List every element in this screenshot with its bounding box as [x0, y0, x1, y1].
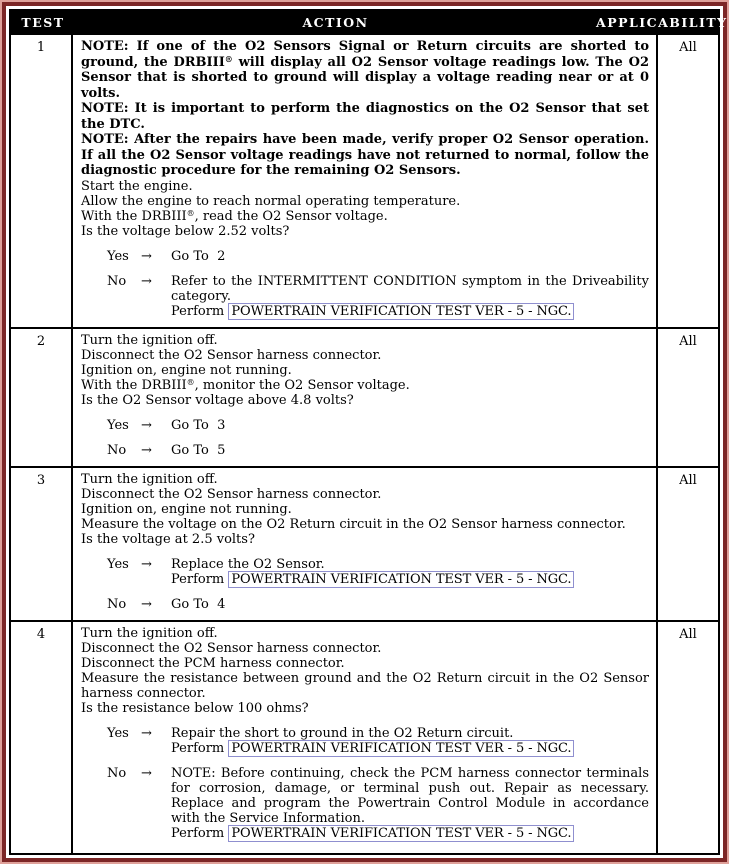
registered-trademark-symbol: ® [186, 377, 195, 387]
arrow-right-icon: → [141, 556, 152, 572]
test-number: 3 [36, 472, 46, 488]
answer-result [171, 249, 649, 264]
action-step: Measure the voltage on the O2 Return circuit in the O2 Sensor harness connector. [81, 516, 626, 532]
answer-result [171, 418, 649, 433]
header-applicability: APPLICABILITY [596, 14, 728, 30]
action-step: Is the resistance below 100 ohms? [81, 700, 309, 716]
table-row [11, 33, 718, 327]
answer-row [107, 418, 649, 433]
header-action: ACTION [302, 14, 369, 30]
result-line: Go To 5 [171, 442, 226, 458]
applicability-cell [656, 35, 718, 327]
answer-result [171, 766, 649, 841]
verification-test-link[interactable]: POWERTRAIN VERIFICATION TEST VER - 5 - NGC. [228, 571, 574, 588]
arrow-right-icon: → [141, 273, 152, 289]
answer-row [107, 726, 649, 756]
test-number-cell [11, 622, 73, 854]
answer-row [107, 766, 649, 841]
answer-result [171, 557, 649, 587]
header-test: TEST [21, 14, 65, 30]
action-step: Disconnect the O2 Sensor harness connector. [81, 640, 382, 656]
action-step: Disconnect the O2 Sensor harness connector. [81, 347, 382, 363]
result-line: Perform POWERTRAIN VERIFICATION TEST VER - 5 - NGC. [171, 741, 649, 756]
action-cell [73, 622, 656, 854]
action-step: Disconnect the PCM harness connector. [81, 655, 345, 671]
action-step: With the DRBIII®, read the O2 Sensor voltage. [81, 208, 388, 224]
test-number-cell [11, 468, 73, 620]
result-line: Perform POWERTRAIN VERIFICATION TEST VER - 5 - NGC. [171, 572, 649, 587]
test-number: 4 [36, 626, 46, 642]
table-header [11, 11, 728, 33]
table-row [11, 620, 718, 854]
answer-result [171, 443, 649, 458]
answer-result [171, 726, 649, 756]
arrow-right-icon: → [141, 442, 152, 458]
page [2, 2, 727, 862]
arrow-right-icon: → [141, 596, 152, 612]
applicability-value: All [679, 472, 697, 488]
result-line: Go To 3 [171, 417, 226, 433]
action-step: Ignition on, engine not running. [81, 501, 292, 517]
answer-label: No [107, 273, 127, 289]
answer-label: No [107, 765, 127, 781]
verification-test-link[interactable]: POWERTRAIN VERIFICATION TEST VER - 5 - NGC. [228, 303, 574, 320]
answer-row [107, 249, 649, 264]
registered-trademark-symbol: ® [186, 208, 195, 218]
applicability-value: All [679, 40, 697, 55]
applicability-value: All [679, 626, 697, 642]
result-line: Replace the O2 Sensor. [171, 556, 325, 572]
applicability-cell [656, 468, 718, 620]
action-step: Start the engine. [81, 178, 193, 194]
verification-test-link[interactable]: POWERTRAIN VERIFICATION TEST VER - 5 - NGC. [228, 740, 574, 757]
answer-result [171, 274, 649, 319]
applicability-cell [656, 329, 718, 466]
applicability-value: All [679, 333, 697, 349]
answer-result [171, 597, 649, 612]
action-step: NOTE: If one of the O2 Sensors Signal or Return circuits are shorted to ground, the DRBIII® will display all O2 Sensor voltage readings low. The O2 Sensor that is shorted to ground will display a voltage reading near or at 0 volts. [81, 39, 649, 101]
action-step: Ignition on, engine not running. [81, 362, 292, 378]
registered-trademark-symbol: ® [224, 53, 233, 64]
table-row [11, 327, 718, 466]
answer-label: No [107, 596, 127, 612]
result-line: NOTE: Before continuing, check the PCM harness connector terminals for corrosion, damage, or terminal push out. Repair as necessary. Replace and program the Powertrain Control Module in accordance with the Service Information. [171, 765, 649, 826]
diagnostic-table [9, 9, 728, 855]
answer-label: Yes [107, 248, 129, 264]
arrow-right-icon: → [141, 725, 152, 741]
action-step: Is the voltage at 2.5 volts? [81, 531, 255, 547]
action-step: NOTE: It is important to perform the diagnostics on the O2 Sensor that set the DTC. [81, 101, 649, 132]
applicability-cell [656, 622, 718, 854]
arrow-right-icon: → [141, 417, 152, 433]
action-step: Turn the ignition off. [81, 332, 218, 348]
result-line: Go To 4 [171, 596, 226, 612]
answer-label: Yes [107, 417, 129, 433]
answer-label: Yes [107, 725, 129, 741]
test-number-cell [11, 329, 73, 466]
result-line: Perform POWERTRAIN VERIFICATION TEST VER - 5 - NGC. [171, 826, 649, 841]
answer-row [107, 274, 649, 319]
action-cell [73, 35, 656, 327]
result-line: Perform POWERTRAIN VERIFICATION TEST VER - 5 - NGC. [171, 304, 649, 319]
result-line: Repair the short to ground in the O2 Return circuit. [171, 725, 514, 741]
action-cell [73, 329, 656, 466]
result-line: Refer to the INTERMITTENT CONDITION symptom in the Driveability category. [171, 273, 649, 304]
table-rows [11, 33, 718, 853]
action-step: Turn the ignition off. [81, 625, 218, 641]
test-number: 2 [36, 333, 46, 349]
action-step: Is the voltage below 2.52 volts? [81, 223, 290, 239]
answer-row [107, 597, 649, 612]
arrow-right-icon: → [141, 248, 152, 264]
answer-row [107, 557, 649, 587]
test-number-cell [11, 35, 73, 327]
action-step: Turn the ignition off. [81, 471, 218, 487]
verification-test-link[interactable]: POWERTRAIN VERIFICATION TEST VER - 5 - NGC. [228, 825, 574, 842]
answer-label: Yes [107, 556, 129, 572]
action-cell [73, 468, 656, 620]
action-step: Measure the resistance between ground and the O2 Return circuit in the O2 Sensor harness connector. [81, 670, 649, 701]
action-step: Is the O2 Sensor voltage above 4.8 volts? [81, 392, 354, 408]
action-step: Disconnect the O2 Sensor harness connector. [81, 486, 382, 502]
arrow-right-icon: → [141, 765, 152, 781]
action-step: With the DRBIII®, monitor the O2 Sensor voltage. [81, 377, 410, 393]
answer-row [107, 443, 649, 458]
result-line: Go To 2 [171, 248, 226, 264]
table-row [11, 466, 718, 620]
action-step: Allow the engine to reach normal operating temperature. [81, 193, 461, 209]
action-step: NOTE: After the repairs have been made, verify proper O2 Sensor operation. If all the O2 Sensor voltage readings have not returned to normal, follow the diagnostic procedure for the remaining O2 Sensors. [81, 132, 649, 178]
answer-label: No [107, 442, 127, 458]
test-number: 1 [36, 40, 46, 55]
